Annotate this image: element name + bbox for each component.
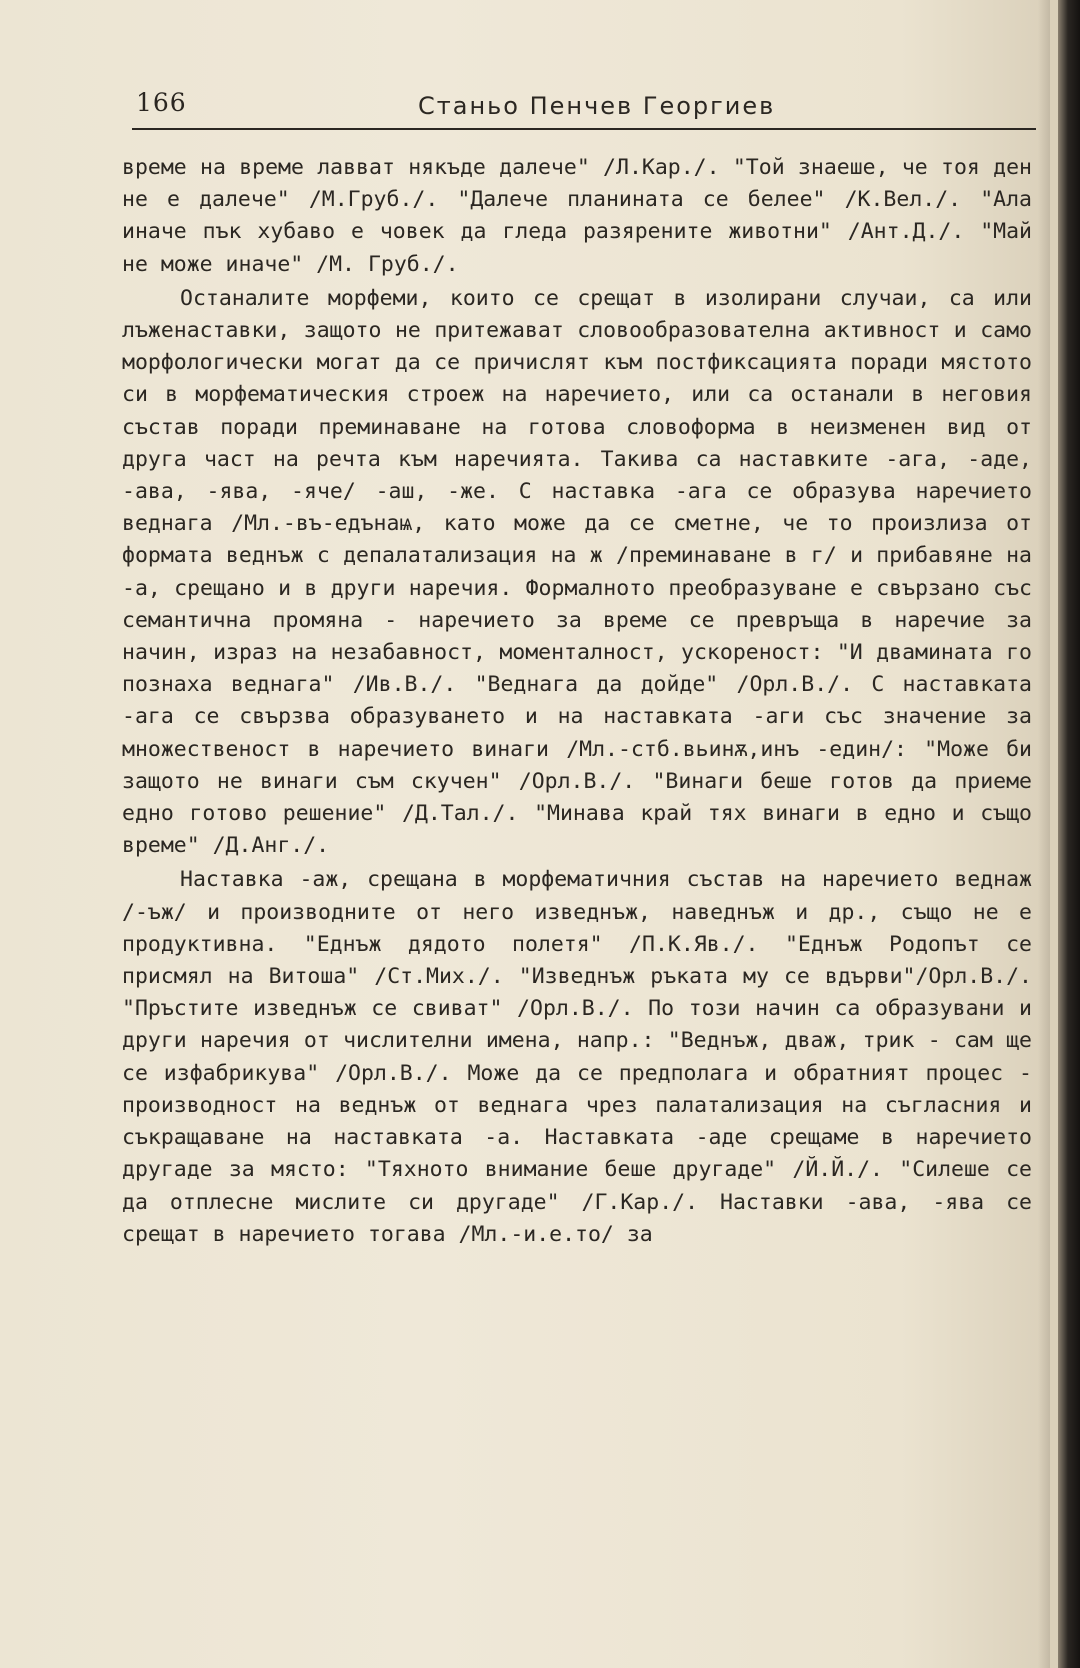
paragraph-1: време на време лавват някъде далече" /Л.Кар./. "Той знаеше, че тоя ден не е далече" /М.Груб./. "Далече планината се белее" /К.Вел./. "Ала иначе пък хубаво е човек да гледа разярените животни" /Ант.Д./. "Май не може иначе" /М. Груб./. xyxy=(122,155,1032,277)
page-shadow xyxy=(1038,0,1050,1668)
running-head: Станьо Пенчев Георгиев xyxy=(418,92,776,120)
body-text xyxy=(122,152,1032,1251)
paragraph-3: Наставка -аж, срещана в морфематичния състав на наречието веднаж /-ъж/ и производните от него изведнъж, наведнъж и др., също не е продуктивна. "Еднъж дядото полетя" /П.К.Яв./. "Еднъж Родопът се присмял на Витоша" /Ст.Мих./. "Изведнъж ръката му се вдърви"/Орл.В./. "Пръстите изведнъж се свиват" /Орл.В./. По този начин са образувани и други наречия от числителни имена, напр.: "Веднъж, дваж, трик - сам ще се изфабрикува" /Орл.В./. Може да се предполага и обратният процес - производност на веднъж от веднага чрез палатализация на съгласния и съкращаване на наставката -а. Наставката -аде срещаме в наречието другаде за място: "Тяхното внимание беше другаде" /Й.Й./. "Силеше се да отплесне мислите си другаде" /Г.Кар./. Наставки -ава, -ява се срещат в наречието тогава /Мл.-и.е.то/ за xyxy=(122,867,1032,1247)
paragraph-2: Останалите морфеми, които се срещат в изолирани случаи, са или лъженаставки, защото не притежават словообразователна активност и само морфологически могат да се причислят към постфиксацията поради мястото си в морфематическия строеж на наречието, или са останали в неговия състав поради преминаване на готова словоформа в неизменен вид от друга част на речта към наречията. Такива са наставките -ага, -аде, -ава, -ява, -яче/ -аш, -же. С наставка -ага се образува наречието веднага /Мл.-въ-едънаѩ, като може да се сметне, че то произлиза от формата веднъж с депалатализация на ж /преминаване в г/ и прибавяне на -а, срещано и в други наречия. Формалното преобразуване е свързано със семантична промяна - наречието за време се превръща в наречие за начин, израз на незабавност, моменталност, ускореност: "И двамината го познаха веднага" /Ив.В./. "Веднага да дойде" /Орл.В./. С наставката -ага се свързва образуването и на наставката -аги със значение за множественост в наречието винаги /Мл.-стб.вьинѫ,инъ -един/: "Може би защото не винаги съм скучен" /Орл.В./. "Винаги беше готов да приеме едно готово решение" /Д.Тал./. "Минава край тях винаги в едно и също време" /Д.Анг./. xyxy=(122,285,1032,859)
book-spine xyxy=(1058,0,1080,1668)
page-header xyxy=(132,82,1036,130)
page-number: 166 xyxy=(136,88,187,117)
